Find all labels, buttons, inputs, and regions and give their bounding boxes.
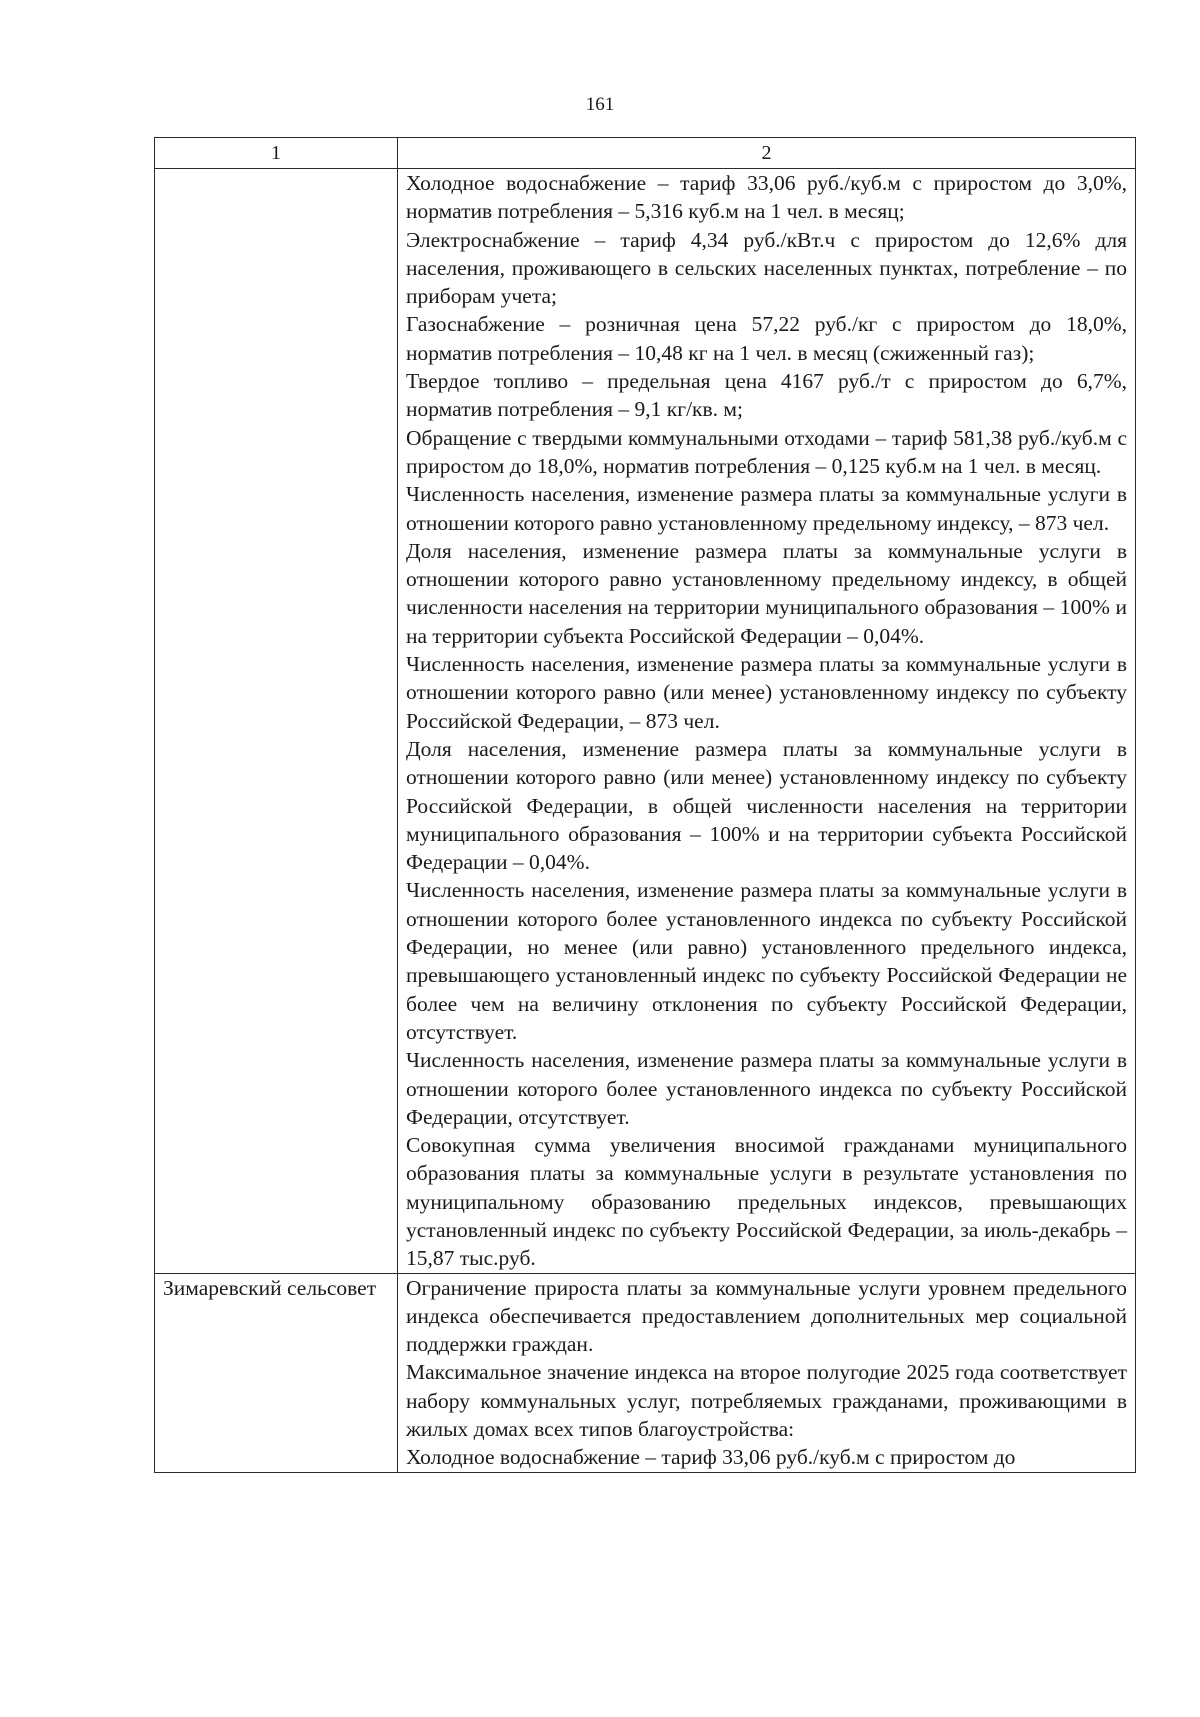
paragraph: Электроснабжение – тариф 4,34 руб./кВт.ч с приростом до 12,6% для населения, проживающего в сельских населенных пунктах, потребление – по приборам учета; <box>406 227 1127 309</box>
paragraph: Совокупная сумма увеличения вносимой гражданами муниципального образования платы за коммунальные услуги в результате установления по муниципальному образованию предельных индексов, превышающих установленный индекс по субъекту Российской Федерации, за июль-декабрь – 15,87 тыс.руб. <box>406 1133 1127 1271</box>
paragraph: Твердое топливо – предельная цена 4167 руб./т с приростом до 6,7%, норматив потребления – 9,1 кг/кв. м; <box>406 369 1127 422</box>
paragraph: Численность населения, изменение размера платы за коммунальные услуги в отношении которого более установленного индекса по субъекту Российской Федерации, отсутствует. <box>406 1048 1127 1129</box>
description-cell <box>398 169 1136 1274</box>
paragraph: Доля населения, изменение размера платы за коммунальные услуги в отношении которого равно (или менее) установленному индексу по субъекту Российской Федерации, в общей численности населения на территории муниципального образования – 100% и на территории субъекта Российской Федерации – 0,04%. <box>406 736 1127 875</box>
tariff-table <box>154 137 1136 1473</box>
paragraph: Численность населения, изменение размера платы за коммунальные услуги в отношении которого равно (или менее) установленному индексу по субъекту Российской Федерации, – 873 чел. <box>406 652 1127 733</box>
region-cell <box>155 169 398 1274</box>
paragraph: Максимальное значение индекса на второе полугодие 2025 года соответствует набору коммунальных услуг, потребляемых гражданами, проживающими в жилых домах всех типов благоустройства: <box>406 1360 1127 1442</box>
paragraph: Доля населения, изменение размера платы за коммунальные услуги в отношении которого равно установленному предельному индексу, в общей численности населения на территории муниципального образования – 100% и на территории субъекта Российской Федерации – 0,04%. <box>406 538 1127 648</box>
paragraph: Холодное водоснабжение – тариф 33,06 руб./куб.м с приростом до 3,0%, норматив потребления – 5,316 куб.м на 1 чел. в месяц; <box>406 171 1127 224</box>
description-cell <box>398 1273 1136 1472</box>
column-header-2: 2 <box>398 138 1136 169</box>
paragraph: Газоснабжение – розничная цена 57,22 руб./кг с приростом до 18,0%, норматив потребления – 10,48 кг на 1 чел. в месяц (сжиженный газ); <box>406 312 1127 365</box>
column-header-1: 1 <box>155 138 398 169</box>
paragraph: Численность населения, изменение размера платы за коммунальные услуги в отношении которого равно установленному предельному индексу, – 873 чел. <box>406 482 1127 535</box>
paragraph: Численность населения, изменение размера платы за коммунальные услуги в отношении которого более установленного индекса по субъекту Российской Федерации, но менее (или равно) установленного предельного индекса, превышающего установленный индекс по субъекту Российской Федерации не более чем на величину отклонения по субъекту Российской Федерации, отсутствует. <box>406 878 1127 1044</box>
paragraph: Ограничение прироста платы за коммунальные услуги уровнем предельного индекса обеспечивается предоставлением дополнительных мер социальной поддержки граждан. <box>406 1275 1127 1357</box>
paragraph: Холодное водоснабжение – тариф 33,06 руб./куб.м с приростом до <box>406 1445 1016 1470</box>
page-number: 161 <box>585 94 615 115</box>
table-row <box>155 169 1136 1274</box>
table-row <box>155 1273 1136 1472</box>
table-header-row <box>155 138 1136 169</box>
paragraph: Обращение с твердыми коммунальными отходами – тариф 581,38 руб./куб.м с приростом до 18,0%, норматив потребления – 0,125 куб.м на 1 чел. в месяц. <box>406 425 1127 478</box>
region-cell: Зимаревский сельсовет <box>155 1273 398 1472</box>
